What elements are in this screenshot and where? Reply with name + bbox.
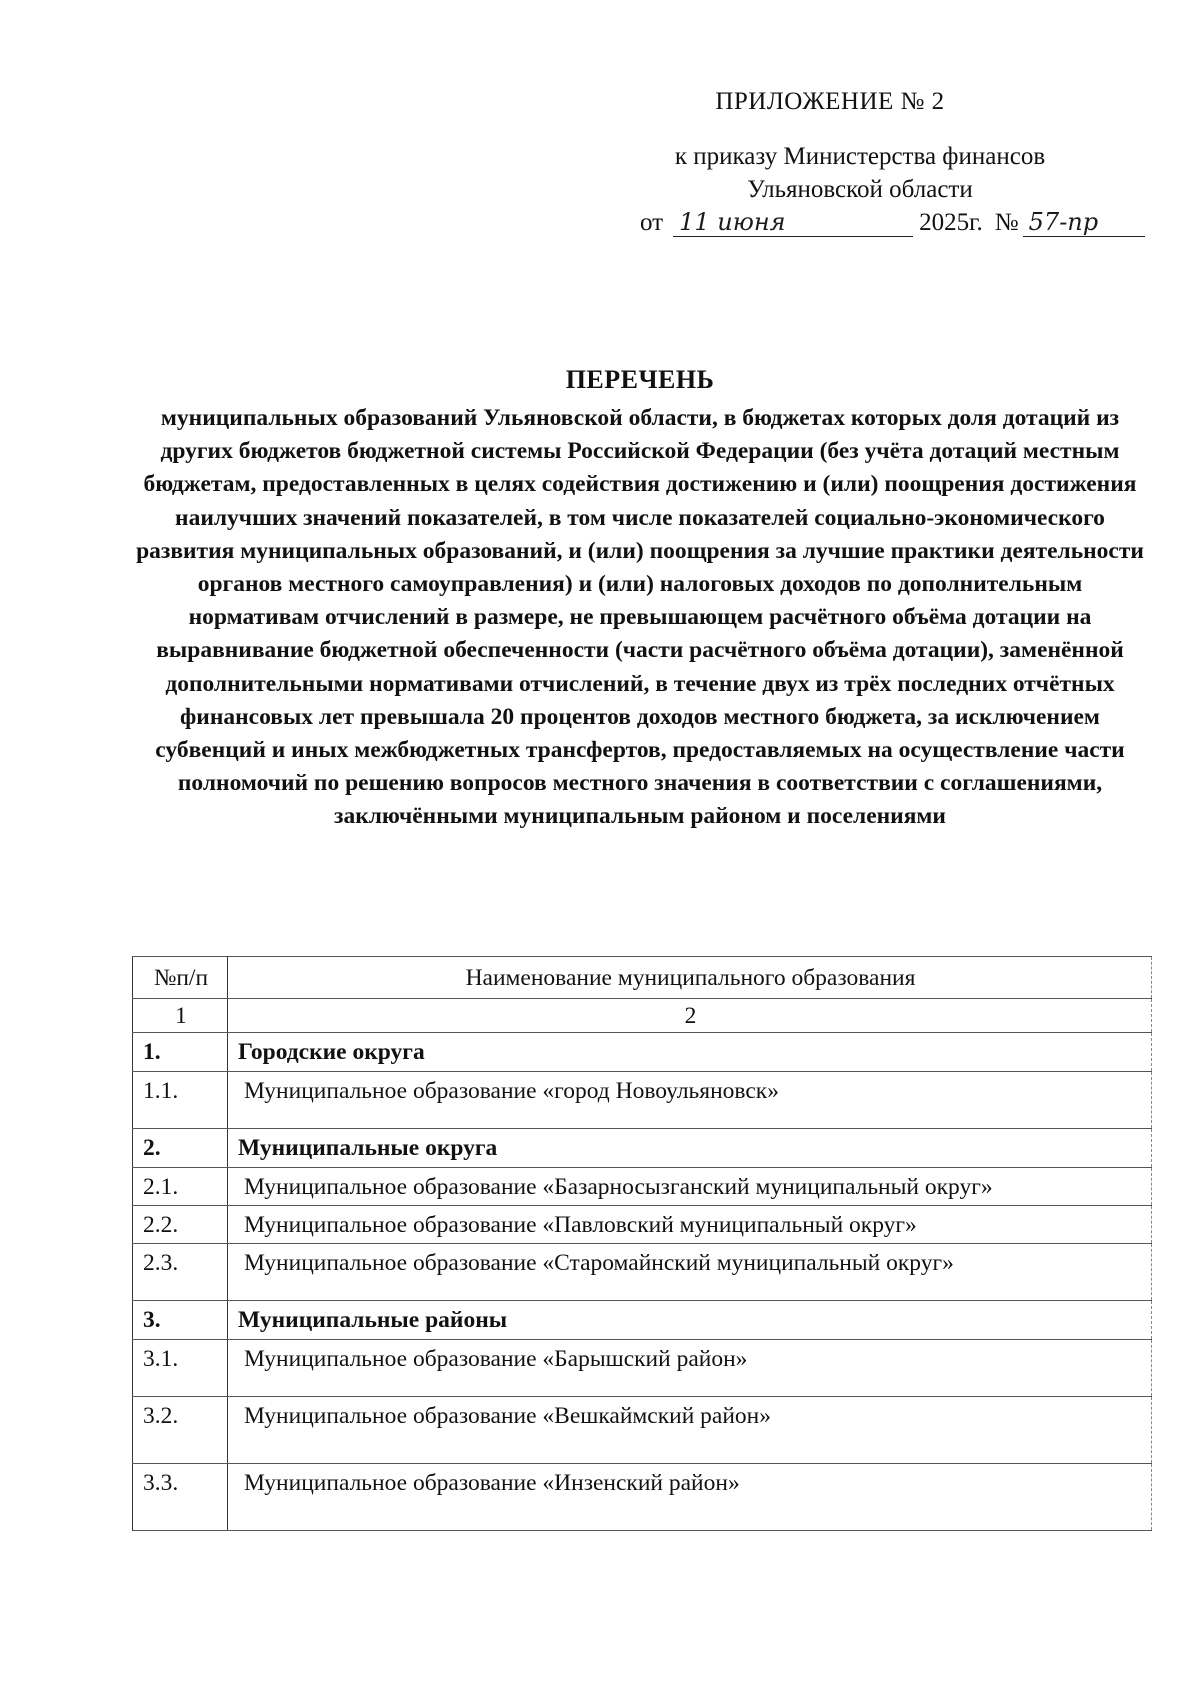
table-row	[133, 1168, 1152, 1206]
section-title: Муниципальные районы	[228, 1301, 1152, 1340]
row-number: 3.2.	[133, 1397, 228, 1464]
table-row	[133, 1464, 1152, 1531]
municipality-name: Муниципальное образование «Базарносызганский муниципальный округ»	[228, 1168, 1152, 1206]
municipality-name: Муниципальное образование «Барышский район»	[228, 1340, 1152, 1397]
section-number: 1.	[133, 1033, 228, 1072]
document-subheading: муниципальных образований Ульяновской области, в бюджетах которых доля дотаций из других бюджетов бюджетной системы Российской Федерации (без учёта дотаций местным бюджетам, предоставленных в целях содействия достижению и (или) поощрения достижения наилучших значений показателей, в том числе показателей социально-экономического развития муниципальных образований, и (или) поощрения за лучшие практики деятельности органов местного самоуправления) и (или) налоговых доходов по дополнительным нормативам отчислений в размере, не превышающем расчётного объёма дотации на выравнивание бюджетной обеспеченности (части расчётного объёма дотации), заменённой дополнительными нормативами отчислений, в течение двух из трёх последних отчётных финансовых лет превышала 20 процентов доходов местного бюджета, за исключением субвенций и иных межбюджетных трансфертов, предоставляемых на осуществление части полномочий по решению вопросов местного значения в соответствии с соглашениями, заключёнными муниципальным районом и поселениями	[136, 405, 1144, 830]
row-number: 2.1.	[133, 1168, 228, 1206]
row-number: 2.2.	[133, 1206, 228, 1244]
municipality-name: Муниципальное образование «город Новоульяновск»	[228, 1072, 1152, 1129]
municipalities-table	[132, 956, 1152, 1531]
column-header-number: №п/п	[133, 957, 228, 999]
section-row	[133, 1033, 1152, 1072]
table-row	[133, 1072, 1152, 1129]
row-number: 2.3.	[133, 1244, 228, 1301]
appendix-title: ПРИЛОЖЕНИЕ № 2	[715, 88, 945, 115]
section-row	[133, 1129, 1152, 1168]
section-row	[133, 1301, 1152, 1340]
municipality-name: Муниципальное образование «Вешкаймский район»	[228, 1397, 1152, 1464]
municipality-name: Муниципальное образование «Павловский муниципальный округ»	[228, 1206, 1152, 1244]
row-number: 3.1.	[133, 1340, 228, 1397]
handwritten-date: 11 июня	[673, 208, 913, 237]
table-row	[133, 1206, 1152, 1244]
order-year: 2025г.	[919, 209, 983, 236]
column-number-1: 1	[133, 999, 228, 1033]
column-header-name: Наименование муниципального образования	[228, 957, 1152, 999]
order-reference-line-2: Ульяновской области	[747, 176, 973, 203]
municipality-name: Муниципальное образование «Инзенский район»	[228, 1464, 1152, 1531]
handwritten-order-number: 57-пр	[1023, 208, 1145, 237]
table-row	[133, 1340, 1152, 1397]
date-prefix: от	[640, 209, 664, 236]
municipality-name: Муниципальное образование «Старомайнский муниципальный округ»	[228, 1244, 1152, 1301]
table-row	[133, 1397, 1152, 1464]
column-numbering-row	[133, 999, 1152, 1033]
table-row	[133, 1244, 1152, 1301]
section-title: Городские округа	[228, 1033, 1152, 1072]
row-number: 3.3.	[133, 1464, 228, 1531]
section-number: 3.	[133, 1301, 228, 1340]
column-number-2: 2	[228, 999, 1152, 1033]
row-number: 1.1.	[133, 1072, 228, 1129]
section-title: Муниципальные округа	[228, 1129, 1152, 1168]
order-reference-line-1: к приказу Министерства финансов	[674, 143, 1046, 170]
number-sign: №	[994, 209, 1019, 236]
table-header-row	[133, 957, 1152, 999]
section-number: 2.	[133, 1129, 228, 1168]
document-heading: ПЕРЕЧЕНЬ	[565, 365, 715, 394]
order-date-number-line	[640, 208, 1145, 237]
order-reference	[600, 140, 1120, 206]
